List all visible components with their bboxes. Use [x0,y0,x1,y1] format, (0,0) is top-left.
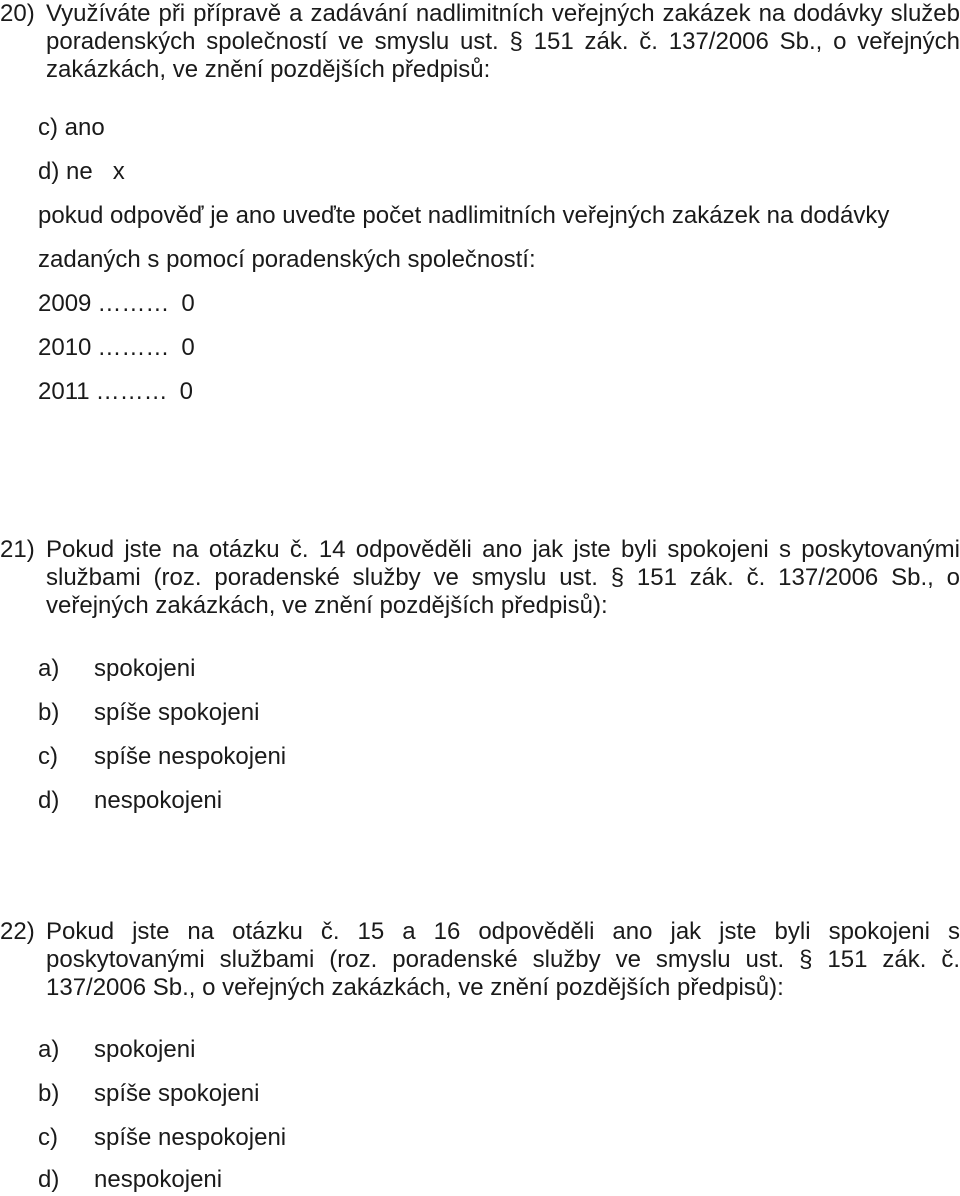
q22-option-d [38,1166,222,1194]
dot-leader: ……… [97,290,170,317]
option-letter: c) [38,1124,58,1151]
question-number: 21) [0,536,35,563]
question-text: Pokud jste na otázku č. 15 a 16 odpověděli ano jak jste byli spokojeni s poskytovanými službami (roz. poradenské služby ve smyslu ust. § 151 zák. č. 137/2006 Sb., o veřejných zakázkách, ve znění pozdějších předpisů): [46,918,960,1001]
year-label: 2011 [38,378,90,405]
year-label: 2009 [38,290,92,317]
year-value: 0 [181,334,195,361]
question-21 [0,536,960,620]
question-number: 20) [0,0,35,27]
option-letter: b) [38,1080,60,1107]
q20-option-d: d) ne x [38,158,125,185]
option-label: spíše spokojeni [94,699,260,726]
question-20-header [0,0,960,84]
question-20 [0,0,960,84]
dot-leader: ……… [97,334,170,361]
option-letter: a) [38,1036,60,1063]
question-text: Využíváte při přípravě a zadávání nadlimitních veřejných zakázek na dodávky služeb poradenských společností ve smyslu ust. § 151 zák. č. 137/2006 Sb., o veřejných zakázkách, ve znění pozdějších předpisů: [46,0,960,83]
option-label: nespokojeni [94,1166,223,1193]
q21-option-b [38,699,259,727]
question-22-header [0,918,960,1002]
year-row-2009 [38,290,195,318]
q21-option-c [38,743,286,771]
option-letter: d) [38,1166,60,1193]
option-letter: d) [38,787,60,814]
q22-option-b [38,1080,259,1108]
option-label: spokojeni [94,655,196,682]
q21-option-d [38,787,222,815]
year-value: 0 [181,290,195,317]
q21-option-a [38,655,195,683]
q20-followup-line-1: pokud odpověď je ano uveďte počet nadlimitních veřejných zakázek na dodávky [38,202,890,229]
question-number: 22) [0,918,35,945]
option-letter: c) [38,743,58,770]
question-22 [0,918,960,1002]
option-letter: a) [38,655,60,682]
option-label: nespokojeni [94,787,223,814]
year-row-2010 [38,334,195,362]
q20-option-c: c) ano [38,114,105,141]
year-label: 2010 [38,334,92,361]
question-text: Pokud jste na otázku č. 14 odpověděli ano jak jste byli spokojeni s poskytovanými službami (roz. poradenské služby ve smyslu ust. § 151 zák. č. 137/2006 Sb., o veřejných zakázkách, ve znění pozdějších předpisů): [46,536,960,619]
dot-leader: ……… [95,378,168,405]
option-label: spíše nespokojeni [94,743,287,770]
year-row-2011 [38,378,193,406]
q22-option-a [38,1036,195,1064]
q22-option-c [38,1124,286,1152]
option-label: spokojeni [94,1036,196,1063]
question-21-header [0,536,960,620]
q20-followup-line-2: zadaných s pomocí poradenských společností: [38,246,536,273]
year-value: 0 [179,378,193,405]
option-label: spíše nespokojeni [94,1124,287,1151]
option-letter: b) [38,699,60,726]
option-label: spíše spokojeni [94,1080,260,1107]
